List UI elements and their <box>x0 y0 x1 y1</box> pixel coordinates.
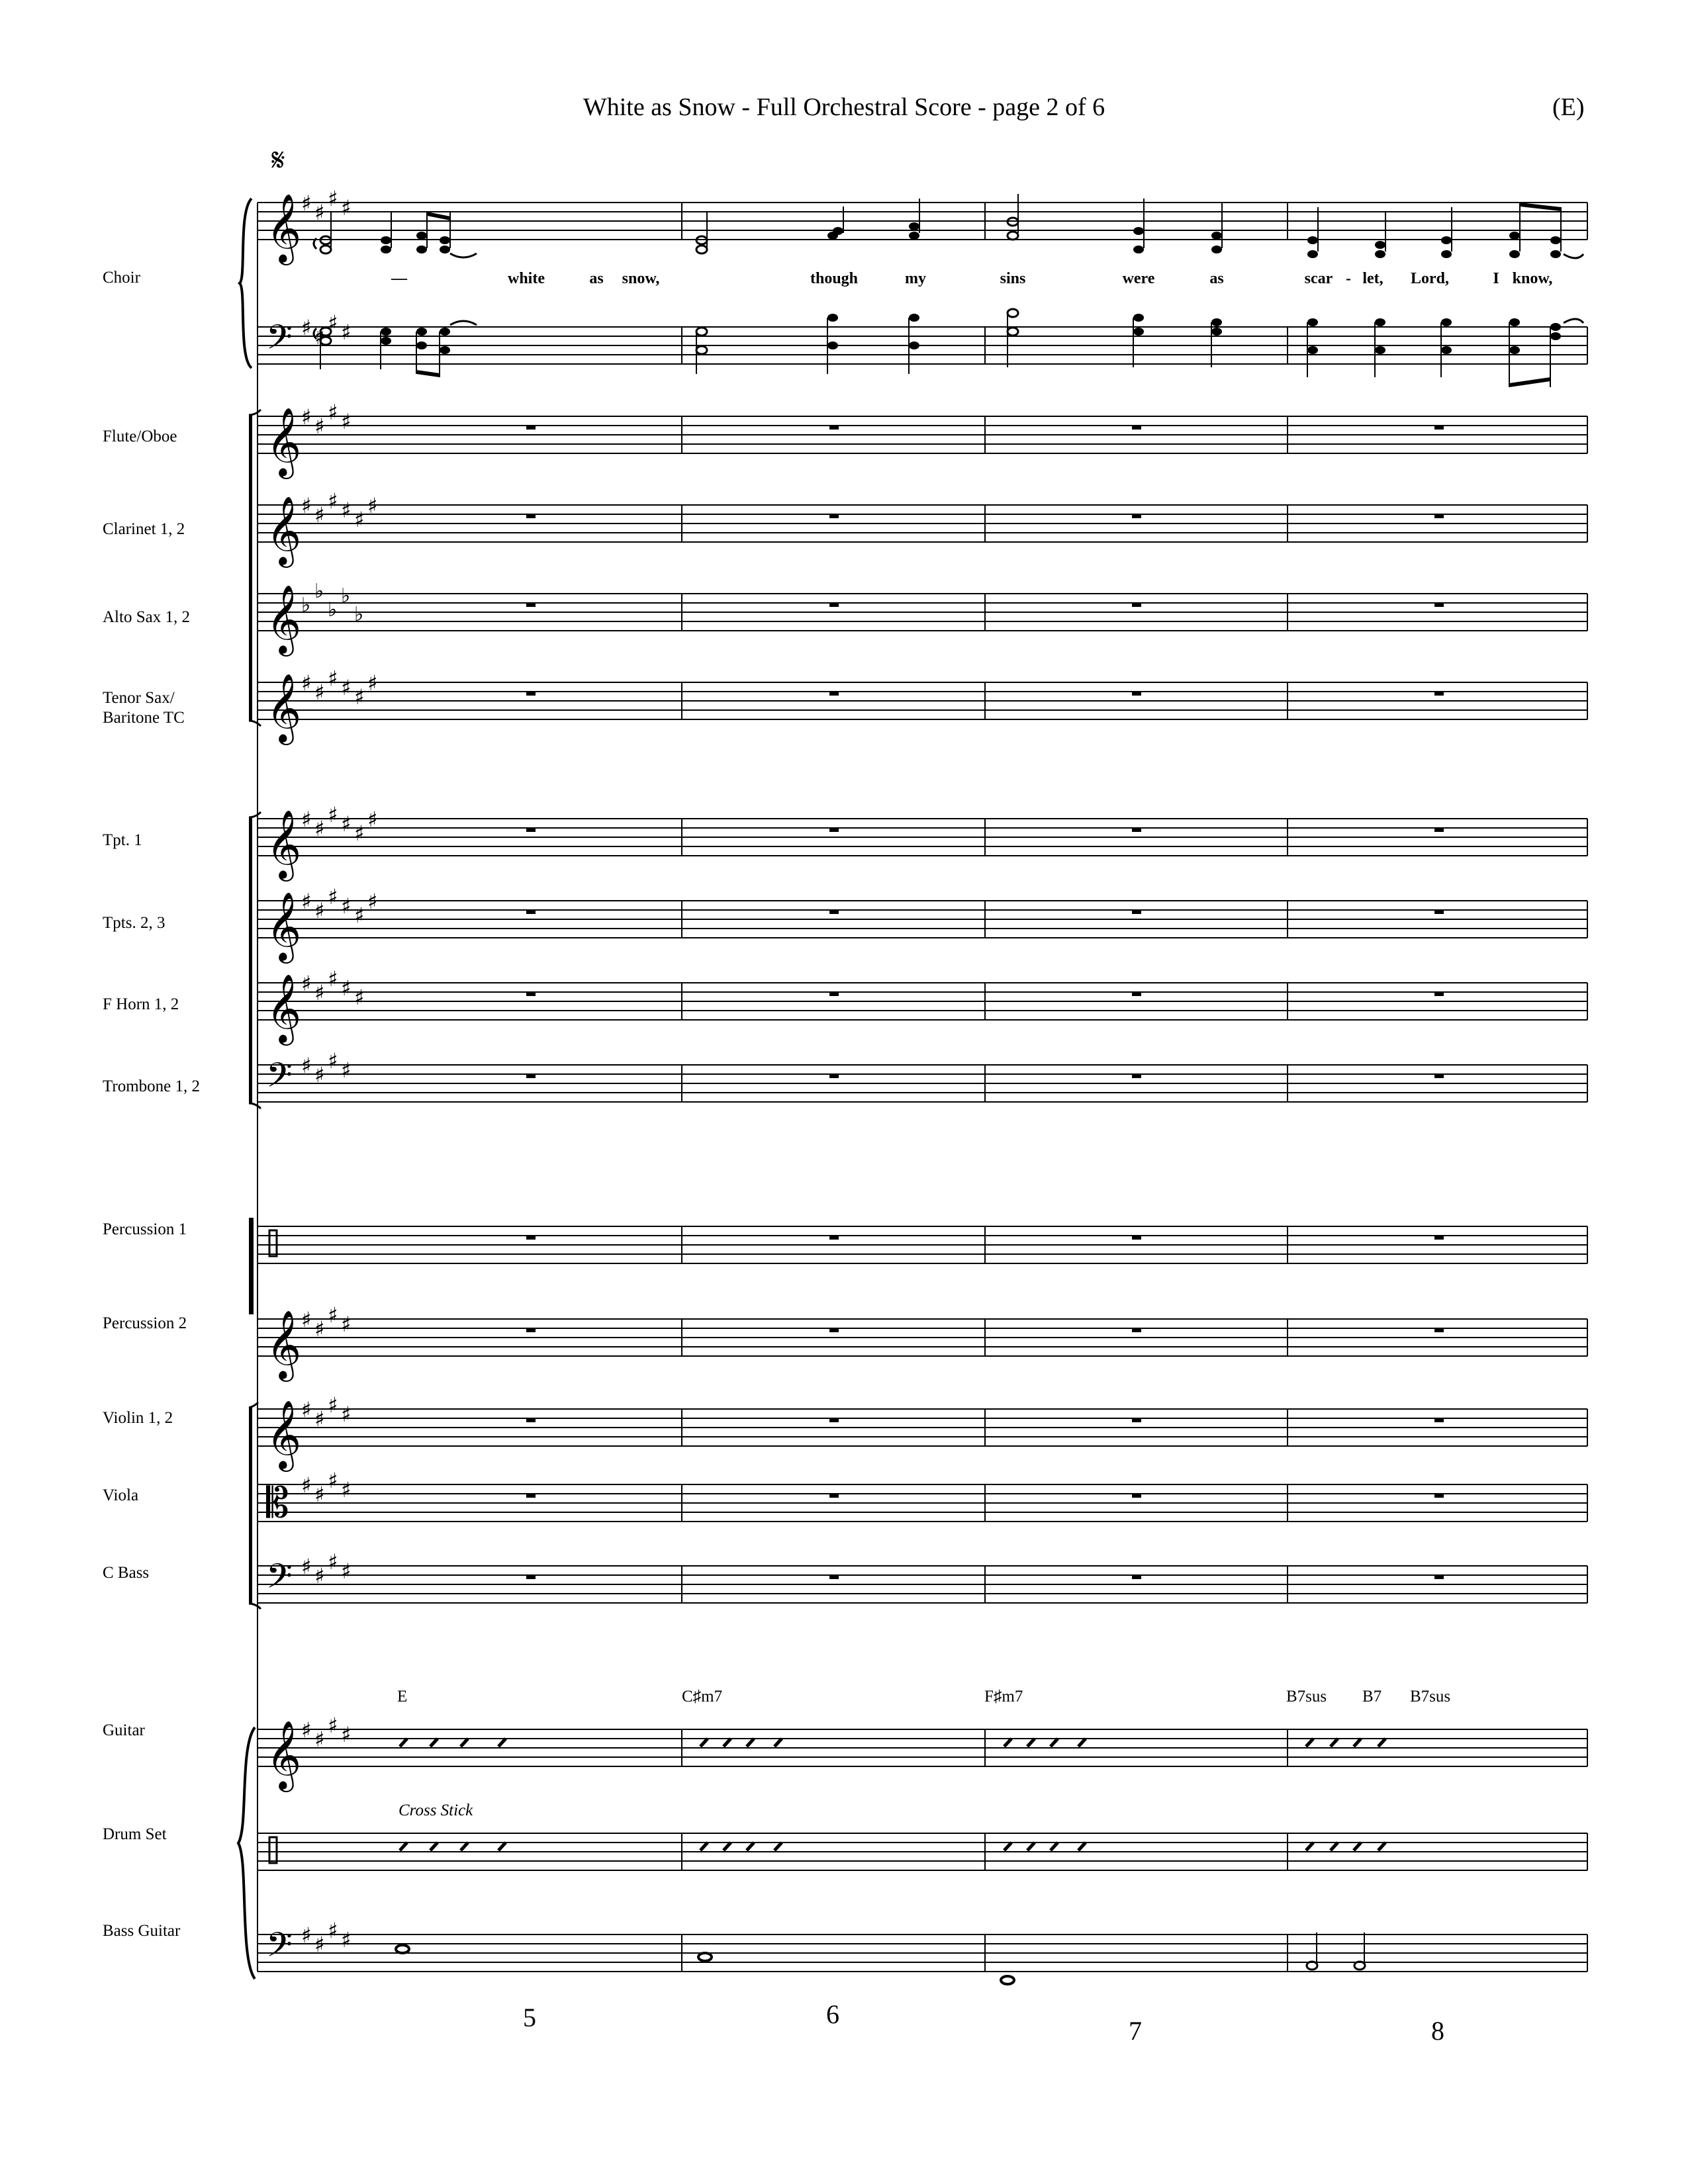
svg-text:♯: ♯ <box>314 1563 325 1588</box>
label-alto-sax: Alto Sax 1, 2 <box>103 608 190 626</box>
svg-text:♯: ♯ <box>341 1559 352 1584</box>
label-drum-set: Drum Set <box>103 1825 167 1843</box>
svg-text:♯: ♯ <box>341 675 352 700</box>
svg-text:𝄞: 𝄞 <box>266 809 302 879</box>
lyric: were <box>1122 270 1155 287</box>
svg-text:♯: ♯ <box>301 1554 312 1579</box>
svg-text:♯: ♯ <box>301 493 312 518</box>
lyric: I <box>1493 270 1499 287</box>
svg-text:♯: ♯ <box>354 507 365 532</box>
svg-text:𝄞: 𝄞 <box>266 1720 302 1790</box>
lyric: snow, <box>622 270 660 287</box>
svg-text:♭: ♭ <box>301 594 311 617</box>
svg-text:♯: ♯ <box>301 1473 312 1498</box>
svg-text:♯: ♯ <box>341 409 352 434</box>
svg-text:♯: ♯ <box>328 1048 338 1073</box>
label-f-horn: F Horn 1, 2 <box>103 995 179 1013</box>
label-tenor-sax: Tenor Sax/ Baritone TC <box>103 689 185 727</box>
svg-text:♯: ♯ <box>328 186 338 211</box>
svg-text:♯: ♯ <box>314 980 325 1005</box>
svg-text:♯: ♯ <box>301 670 312 696</box>
lyric: as <box>1209 270 1224 287</box>
svg-text:♯: ♯ <box>314 324 325 349</box>
svg-text:♯: ♯ <box>314 898 325 923</box>
svg-text:♯: ♯ <box>314 502 325 527</box>
measure-number: 8 <box>1431 2016 1444 2046</box>
chord-symbol: E <box>397 1688 408 1706</box>
svg-text:𝄞: 𝄞 <box>266 1400 302 1469</box>
svg-text:♯: ♯ <box>341 1927 352 1952</box>
lyric: - <box>1346 270 1351 287</box>
svg-text:♯: ♯ <box>328 1713 338 1738</box>
svg-text:𝄞: 𝄞 <box>266 193 302 263</box>
svg-text:♯: ♯ <box>367 889 378 914</box>
label-percussion-2: Percussion 2 <box>103 1314 187 1332</box>
svg-text:♭: ♭ <box>341 584 351 608</box>
lyric: though <box>810 270 859 287</box>
svg-text:𝄞: 𝄞 <box>266 407 302 477</box>
svg-text:♯: ♯ <box>354 985 365 1010</box>
label-trumpet-1: Tpt. 1 <box>103 831 142 849</box>
svg-text:♯: ♯ <box>328 802 338 827</box>
lyric: scar <box>1304 270 1333 287</box>
svg-text:♯: ♯ <box>341 195 352 220</box>
svg-text:♯: ♯ <box>301 889 312 914</box>
svg-text:♯: ♯ <box>341 498 352 523</box>
svg-text:𝄢: 𝄢 <box>266 1055 293 1103</box>
svg-text:♯: ♯ <box>328 966 338 991</box>
svg-text:𝄢: 𝄢 <box>266 1925 293 1973</box>
svg-text:♯: ♯ <box>354 821 365 846</box>
svg-text:𝄢: 𝄢 <box>266 317 293 365</box>
svg-text:♭: ♭ <box>328 598 338 621</box>
svg-text:♯: ♯ <box>314 816 325 841</box>
svg-text:♯: ♯ <box>301 191 312 216</box>
chord-symbol: B7 <box>1362 1688 1382 1706</box>
edition-marker: (E) <box>1552 93 1585 121</box>
svg-text:♯: ♯ <box>301 971 312 996</box>
svg-text:♯: ♯ <box>301 315 312 340</box>
svg-text:𝄡: 𝄡 <box>266 1479 289 1527</box>
svg-text:♯: ♯ <box>341 1477 352 1502</box>
svg-text:♯: ♯ <box>367 670 378 696</box>
label-guitar: Guitar <box>103 1721 145 1739</box>
svg-text:♯: ♯ <box>314 414 325 439</box>
chord-symbol: B7sus <box>1410 1688 1451 1706</box>
svg-text:♯: ♯ <box>301 404 312 430</box>
score-title: White as Snow - Full Orchestral Score - page 2 of 6 <box>583 93 1105 121</box>
svg-text:♯: ♯ <box>301 1307 312 1332</box>
svg-text:♯: ♯ <box>328 310 338 336</box>
label-viola: Viola <box>103 1486 139 1504</box>
svg-text:♯: ♯ <box>314 1406 325 1432</box>
measure-number: 6 <box>826 1999 839 2029</box>
lyric: white <box>508 270 545 287</box>
label-c-bass: C Bass <box>103 1564 150 1582</box>
svg-text:𝄞: 𝄞 <box>266 891 302 961</box>
label-percussion-1: Percussion 1 <box>103 1220 187 1238</box>
svg-text:♯: ♯ <box>367 493 378 518</box>
svg-text:𝄞: 𝄞 <box>266 673 302 743</box>
svg-text:♯: ♯ <box>328 1918 338 1943</box>
svg-text:♭: ♭ <box>314 580 324 603</box>
svg-text:♯: ♯ <box>341 811 352 837</box>
svg-text:♯: ♯ <box>328 666 338 691</box>
svg-text:♯: ♯ <box>328 488 338 514</box>
lyric: as <box>589 270 604 287</box>
svg-text:𝄢: 𝄢 <box>266 1556 293 1604</box>
cross-stick-marking: Cross Stick <box>399 1801 473 1819</box>
svg-text:𝄞: 𝄞 <box>266 974 302 1043</box>
label-trombone: Trombone 1, 2 <box>103 1077 201 1095</box>
chord-symbol: F♯m7 <box>984 1688 1023 1706</box>
svg-text:𝄞: 𝄞 <box>266 1310 302 1379</box>
lyric: know, <box>1512 270 1553 287</box>
svg-text:♯: ♯ <box>314 200 325 225</box>
label-clarinet: Clarinet 1, 2 <box>103 520 185 538</box>
lyric: — <box>391 270 407 287</box>
svg-text:♯: ♯ <box>328 1302 338 1328</box>
label-violin: Violin 1, 2 <box>103 1409 173 1427</box>
svg-text:𝄞: 𝄞 <box>266 584 302 654</box>
lyric: Lord, <box>1410 270 1450 287</box>
svg-text:♯: ♯ <box>328 884 338 909</box>
svg-text:♯: ♯ <box>301 1923 312 1948</box>
segno-icon: 𝄋 <box>271 143 285 178</box>
svg-text:♯: ♯ <box>301 1717 312 1743</box>
svg-text:♯: ♯ <box>314 1316 325 1342</box>
svg-text:♯: ♯ <box>341 1058 352 1083</box>
svg-text:♯: ♯ <box>354 684 365 709</box>
svg-text:♯: ♯ <box>341 1722 352 1747</box>
svg-text:♭: ♭ <box>354 603 364 626</box>
label-trumpets-2-3: Tpts. 2, 3 <box>103 914 165 932</box>
svg-text:♯: ♯ <box>328 1549 338 1574</box>
svg-text:♯: ♯ <box>354 903 365 928</box>
svg-text:𝄞: 𝄞 <box>266 496 302 565</box>
svg-text:♯: ♯ <box>341 1402 352 1427</box>
svg-text:♯: ♯ <box>301 807 312 832</box>
svg-text:♯: ♯ <box>341 320 352 345</box>
measure-number: 7 <box>1129 2016 1142 2046</box>
svg-text:♯: ♯ <box>314 1482 325 1507</box>
svg-text:♯: ♯ <box>314 1932 325 1957</box>
lyric: sins <box>1000 270 1026 287</box>
lyric: my <box>905 270 926 287</box>
svg-text:♯: ♯ <box>314 1062 325 1087</box>
svg-text:♯: ♯ <box>314 680 325 705</box>
svg-text:♯: ♯ <box>301 1397 312 1422</box>
lyric: let, <box>1362 270 1383 287</box>
svg-text:♯: ♯ <box>367 807 378 832</box>
svg-text:♯: ♯ <box>341 893 352 919</box>
chord-symbol: B7sus <box>1286 1688 1327 1706</box>
svg-text:♯: ♯ <box>328 1468 338 1493</box>
svg-text:♯: ♯ <box>328 1392 338 1418</box>
chord-symbol: C♯m7 <box>682 1688 723 1706</box>
measure-number: 5 <box>523 2003 536 2032</box>
svg-text:♯: ♯ <box>328 400 338 425</box>
svg-text:♯: ♯ <box>314 1727 325 1752</box>
label-bass-guitar: Bass Guitar <box>103 1922 181 1940</box>
svg-text:♯: ♯ <box>341 976 352 1001</box>
label-choir: Choir <box>103 269 140 287</box>
label-flute-oboe: Flute/Oboe <box>103 428 177 445</box>
svg-text:♯: ♯ <box>341 1312 352 1337</box>
svg-text:♯: ♯ <box>301 1053 312 1078</box>
